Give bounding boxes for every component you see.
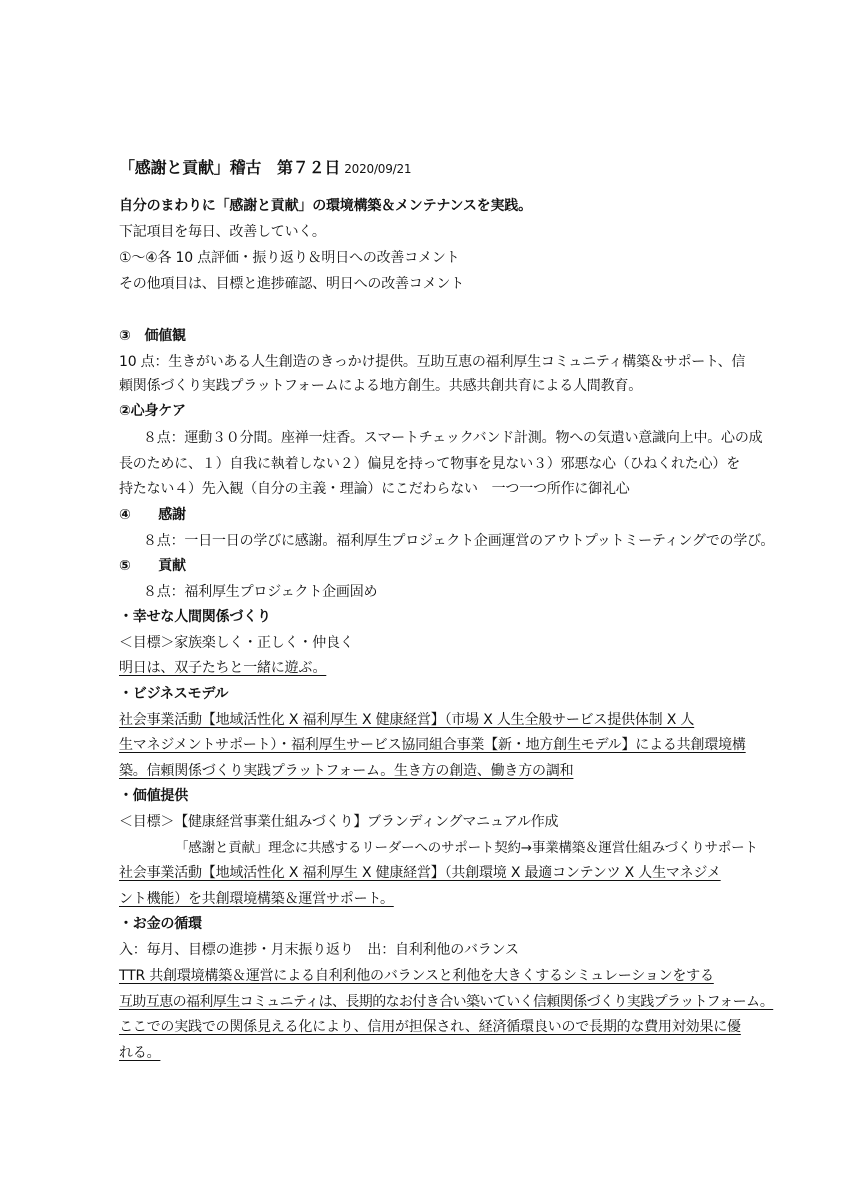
intro-line: 下記項目を毎日、改善していく。	[119, 224, 326, 240]
section-value-text: ント機能）を共創環境構築＆運営サポート。	[119, 891, 394, 907]
document-date: 2020/09/21	[344, 162, 412, 176]
section-biz-text: 社会事業活動【地域活性化 X 福利厚生 X 健康経営】（市場 X 人生全般サービス提供体制 X 人	[119, 712, 695, 728]
section-value-heading: ・価値提供	[119, 788, 188, 804]
section-mindbody-text: 長のために、１）自我に執着しない２）偏見を持って物事を見ない３）邪悪な心（ひねくれた心）を	[119, 456, 740, 472]
section-happy-note: 明日は、双子たちと一緒に遊ぶ。	[119, 660, 327, 676]
section-money-heading: ・お金の循環	[119, 916, 202, 932]
section-contribution-text: ８点：福利厚生プロジェクト企画固め	[143, 584, 378, 600]
section-money-line: 入：毎月、目標の進捗・月末振り返り 出：自利利他のバランス	[119, 942, 519, 958]
section-gratitude-heading: ④ 感謝	[119, 507, 186, 523]
intro-heading: 自分のまわりに「感謝と貢献」の環境構築＆メンテナンスを実践。	[119, 198, 532, 214]
section-contribution-heading: ⑤ 貢献	[119, 558, 186, 574]
section-value-goal: ＜目標＞【健康経営事業仕組みづくり】ブランディングマニュアル作成	[119, 814, 559, 830]
section-values-heading: ③ 価値観	[119, 328, 186, 344]
section-happy-goal: ＜目標＞家族楽しく・正しく・仲良く	[119, 635, 354, 651]
section-money-text: ここでの実践での関係見える化により、信用が担保され、経済循環良いので長期的な費用対効果に優	[119, 1019, 741, 1035]
section-biz-text: 生マネジメントサポート）・福利厚生サービス協同組合事業【新・地方創生モデル】による共創環境構	[119, 737, 746, 753]
document-title	[119, 158, 411, 179]
section-biz-text: 築。信頼関係づくり実践プラットフォーム。生き方の創造、働き方の調和	[119, 763, 574, 779]
section-money-text: TTR 共創環境構築＆運営による自利利他のバランスと利他を大きくするシミュレーションをする	[119, 968, 714, 984]
section-value-sub: 「感謝と貢献」理念に共感するリーダーへのサポート契約→事業構築＆運営仕組みづくりサポート	[175, 840, 758, 856]
section-mindbody-text: 持たない４）先入観（自分の主義・理論）にこだわらない 一つ一つ所作に御礼心	[119, 481, 630, 497]
section-mindbody-text: ８点：運動３０分間。座禅一炷香。スマートチェックバンド計測。物への気遣い意識向上中。心の成	[143, 430, 763, 446]
section-happy-heading: ・幸せな人間関係づくり	[119, 609, 271, 625]
intro-line: ①～④各 10 点評価・振り返り＆明日への改善コメント	[119, 250, 460, 266]
section-gratitude-text: ８点：一日一日の学びに感謝。福利厚生プロジェクト企画運営のアウトプットミーティングでの学び。	[143, 533, 775, 549]
section-money-text: れる。	[119, 1045, 161, 1061]
title-text: 「感謝と貢献」稽古 第７２日	[119, 158, 341, 177]
intro-line: その他項目は、目標と進捗確認、明日への改善コメント	[119, 276, 464, 292]
section-values-text: 頼関係づくり実践プラットフォームによる地方創生。共感共創共育による人間教育。	[119, 378, 642, 394]
section-values-text: 10 点：生きがいある人生創造のきっかけ提供。互助互恵の福利厚生コミュニティ構築＆サポート、信	[119, 354, 746, 370]
section-biz-heading: ・ビジネスモデル	[119, 686, 229, 702]
section-mindbody-heading: ②心身ケア	[119, 403, 186, 419]
section-money-text: 互助互恵の福利厚生コミュニティは、長期的なお付き合い築いていく信頼関係づくり実践プラットフォーム。	[119, 994, 774, 1010]
section-value-text: 社会事業活動【地域活性化 X 福利厚生 X 健康経営】（共創環境 X 最適コンテンツ X 人生マネジメ	[119, 865, 721, 881]
